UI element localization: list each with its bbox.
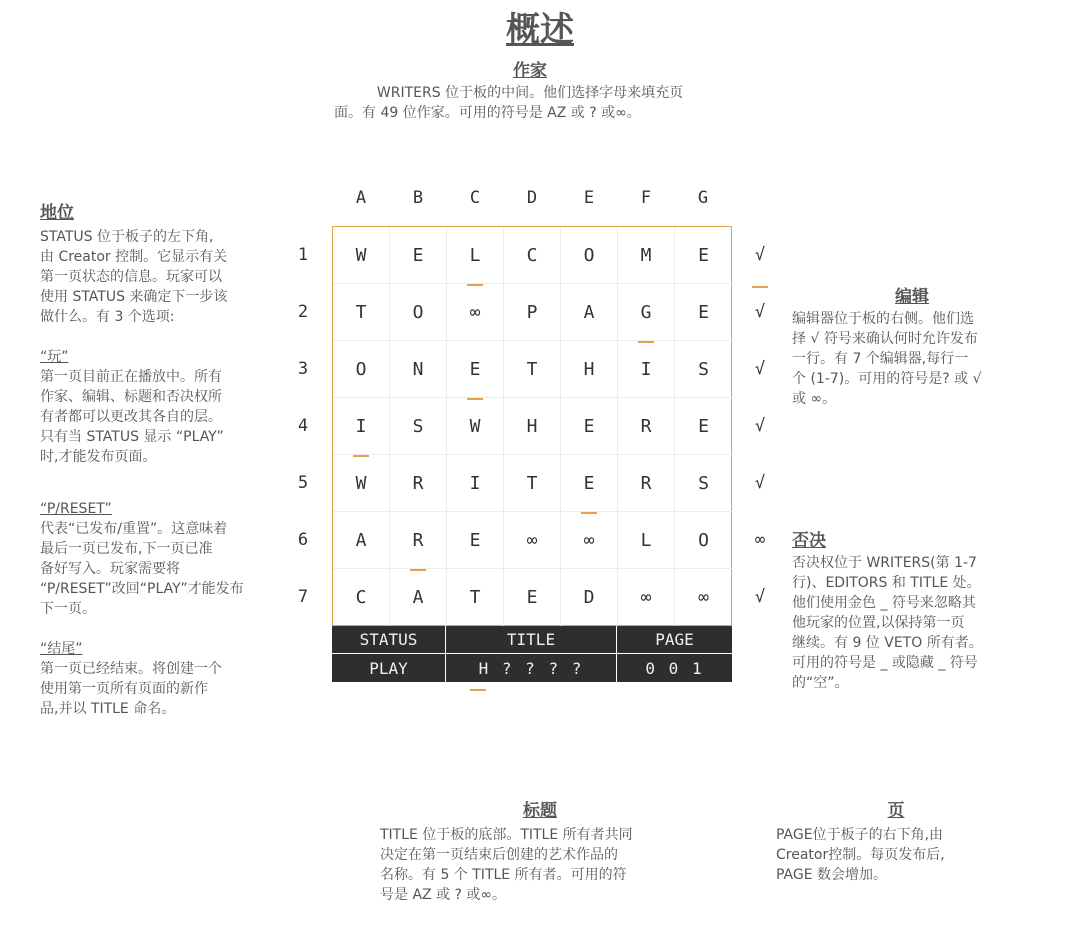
status-line: 第一页状态的信息。玩家可以 (40, 269, 222, 285)
end-line: 第一页已经结束。将创建一个 (40, 661, 222, 677)
board-cell[interactable]: A (390, 569, 447, 626)
reset-line: 最后一页已发布,下一页已准 (40, 541, 213, 557)
status-value[interactable]: PLAY (332, 654, 446, 682)
board-cell[interactable]: R (390, 455, 447, 512)
play-line: 只有当 STATUS 显示 “PLAY” (40, 429, 224, 445)
board-cell[interactable]: C (333, 569, 390, 626)
column-letter: D (526, 188, 538, 208)
end-line: 品,并以 TITLE 命名。 (40, 701, 176, 717)
writers-section (300, 56, 760, 123)
status-line: 由 Creator 控制。它显示有关 (40, 249, 228, 265)
board-cell[interactable]: T (333, 284, 390, 341)
row-number: 1 (297, 245, 309, 265)
page-line: Creator控制。每页发布后, (776, 847, 945, 863)
board-cell[interactable]: C (504, 227, 561, 284)
veto-line: 的“空”。 (792, 675, 849, 691)
board-cell[interactable]: N (390, 341, 447, 398)
column-letter: F (640, 188, 652, 208)
board-cell[interactable]: D (561, 569, 618, 626)
board-cell[interactable]: W (333, 227, 390, 284)
page-title: 概述 (506, 10, 574, 50)
title-value[interactable]: H ? ? ? ? (446, 654, 617, 682)
row-number: 4 (297, 416, 309, 436)
board-row-7 (333, 569, 731, 626)
editor-check[interactable]: √ (754, 473, 766, 493)
board-cell[interactable]: G (618, 284, 675, 341)
page-line: PAGE 数会增加。 (776, 867, 888, 883)
board-cell[interactable]: O (561, 227, 618, 284)
editors-heading: 编辑 (895, 287, 929, 307)
editor-check[interactable]: √ (754, 587, 766, 607)
writers-line-2: 面。有 49 位作家。可用的符号是 AZ 或 ? 或∞。 (334, 105, 641, 121)
veto-heading: 否决 (792, 531, 826, 551)
board-cell[interactable]: R (618, 398, 675, 455)
row-number: 5 (297, 473, 309, 493)
status-section (40, 198, 285, 719)
reset-line: 下一页。 (40, 601, 96, 617)
end-line: 使用第一页所有页面的新作 (40, 681, 208, 697)
editors-line: 或 ∞。 (792, 391, 837, 407)
board-cell[interactable]: L (447, 227, 504, 284)
board-cell[interactable]: H (504, 398, 561, 455)
title-line: 名称。有 5 个 TITLE 所有者。可用的符 (380, 867, 627, 883)
editor-check[interactable]: √ (754, 416, 766, 436)
veto-line: 否决权位于 WRITERS(第 1-7 (792, 555, 977, 571)
board-cell[interactable]: E (675, 398, 732, 455)
end-description (40, 659, 285, 719)
reset-description (40, 519, 285, 619)
board-cell[interactable]: I (618, 341, 675, 398)
board-cell[interactable]: S (390, 398, 447, 455)
veto-line: 行)、EDITORS 和 TITLE 处。 (792, 575, 981, 591)
veto-line: 可用的符号是 _ 或隐藏 _ 符号 (792, 655, 978, 671)
board-cell[interactable]: E (390, 227, 447, 284)
board-cell[interactable]: R (618, 455, 675, 512)
end-heading: “结尾” (40, 641, 83, 657)
board-row-5 (333, 455, 731, 512)
status-line: 使用 STATUS 来确定下一步该 (40, 289, 228, 305)
veto-mark (638, 341, 654, 343)
title-line: TITLE 位于板的底部。TITLE 所有者共同 (380, 827, 633, 843)
veto-line: 继续。有 9 位 VETO 所有者。 (792, 635, 983, 651)
board-cell[interactable]: T (504, 341, 561, 398)
column-letter: C (469, 188, 481, 208)
board-cell[interactable]: O (675, 512, 732, 569)
board-cell[interactable]: E (447, 512, 504, 569)
board-cell[interactable]: O (333, 341, 390, 398)
board-row-3 (333, 341, 731, 398)
veto-mark (467, 284, 483, 286)
page-line: PAGE位于板子的右下角,由 (776, 827, 944, 843)
play-line: 时,才能发布页面。 (40, 449, 157, 465)
board-cell[interactable]: W (333, 455, 390, 512)
board-cell[interactable]: E (561, 455, 618, 512)
board-cell[interactable]: E (561, 398, 618, 455)
board-row-4 (333, 398, 731, 455)
board-cell[interactable]: ∞ (618, 569, 675, 626)
play-heading: “玩” (40, 349, 69, 365)
row-number: 2 (297, 302, 309, 322)
veto-mark (353, 455, 369, 457)
reset-line: 备好写入。玩家需要将 (40, 561, 180, 577)
editor-check[interactable]: √ (754, 302, 766, 322)
status-title-page-bar (332, 626, 732, 682)
row-number: 6 (297, 530, 309, 550)
play-line: 第一页目前正在播放中。所有 (40, 369, 222, 385)
board-cell[interactable]: S (675, 341, 732, 398)
title-label: TITLE (446, 626, 617, 654)
page-heading: 页 (887, 801, 905, 821)
column-letter: A (355, 188, 367, 208)
play-line: 有者都可以更改其各自的层。 (40, 409, 222, 425)
status-heading: 地位 (40, 203, 74, 223)
status-line: 做什么。有 3 个选项: (40, 309, 175, 325)
title-heading: 标题 (523, 801, 557, 821)
veto-line: 他们使用金色 _ 符号来忽略其 (792, 595, 976, 611)
board-cell[interactable]: E (447, 341, 504, 398)
reset-line: 代表“已发布/重置”。这意味着 (40, 521, 228, 537)
veto-section (792, 526, 1037, 693)
title-section (380, 796, 700, 905)
board-row-6 (333, 512, 731, 569)
editor-check[interactable]: √ (754, 359, 766, 379)
board-row-2 (333, 284, 731, 341)
editor-check[interactable]: √ (754, 245, 766, 265)
status-description (40, 227, 285, 327)
status-label: STATUS (332, 626, 446, 654)
board-cell[interactable]: E (675, 284, 732, 341)
board-cell[interactable]: A (333, 512, 390, 569)
veto-mark (410, 569, 426, 571)
board-cell[interactable]: T (504, 455, 561, 512)
page-value: 0 0 1 (645, 658, 704, 678)
editor-check[interactable]: ∞ (754, 530, 766, 550)
veto-mark (467, 398, 483, 400)
page-label: PAGE (617, 626, 732, 654)
writers-line-1: WRITERS 位于板的中间。他们选择字母来填充页 (376, 85, 684, 101)
play-line: 作家、编辑、标题和否决权所 (40, 389, 222, 405)
status-line: STATUS 位于板子的左下角, (40, 229, 214, 245)
veto-line: 他玩家的位置,以保持第一页 (792, 615, 965, 631)
board-cell[interactable]: ∞ (561, 512, 618, 569)
board-cell[interactable]: R (390, 512, 447, 569)
title-line: 号是 AZ 或 ? 或∞。 (380, 887, 507, 903)
board-row-1 (333, 227, 731, 284)
board-cell[interactable]: W (447, 398, 504, 455)
board-cell[interactable]: ∞ (447, 284, 504, 341)
reset-heading: “P/RESET” (40, 501, 112, 517)
editor-veto-mark (752, 286, 768, 288)
board-cell[interactable]: H (561, 341, 618, 398)
title-line: 决定在第一页结束后创建的艺术作品的 (380, 847, 618, 863)
row-number: 3 (297, 359, 309, 379)
board-cell[interactable]: I (447, 455, 504, 512)
board-cell[interactable]: S (675, 455, 732, 512)
row-number: 7 (297, 587, 309, 607)
editors-line: 一行。有 7 个编辑器,每行一 (792, 351, 969, 367)
board-cell[interactable]: ∞ (504, 512, 561, 569)
column-letter: G (697, 188, 709, 208)
page-section (776, 796, 1016, 885)
board-cell[interactable]: ∞ (698, 587, 709, 608)
column-headers (332, 188, 732, 212)
board-cell[interactable]: E (504, 569, 561, 626)
editors-section (792, 282, 1032, 409)
editors-line: 择 √ 符号来确认何时允许发布 (792, 331, 978, 347)
title-veto-mark (470, 689, 486, 691)
board-cell[interactable]: A (561, 284, 618, 341)
board-cell[interactable]: T (447, 569, 504, 626)
writers-board (332, 226, 732, 626)
editors-line: 编辑器位于板的右侧。他们选 (792, 311, 974, 327)
board-cell[interactable]: I (333, 398, 390, 455)
board-cell[interactable]: E (675, 227, 732, 284)
board-cell[interactable]: P (504, 284, 561, 341)
board-cell[interactable]: L (618, 512, 675, 569)
play-description (40, 367, 285, 467)
writers-heading: 作家 (513, 61, 547, 81)
board-cell[interactable]: O (390, 284, 447, 341)
column-letter: E (583, 188, 595, 208)
reset-line: “P/RESET”改回“PLAY”才能发布 (40, 581, 244, 597)
veto-mark (581, 512, 597, 514)
editors-line: 个 (1-7)。可用的符号是? 或 √ (792, 371, 982, 387)
column-letter: B (412, 188, 424, 208)
board-cell[interactable]: M (618, 227, 675, 284)
